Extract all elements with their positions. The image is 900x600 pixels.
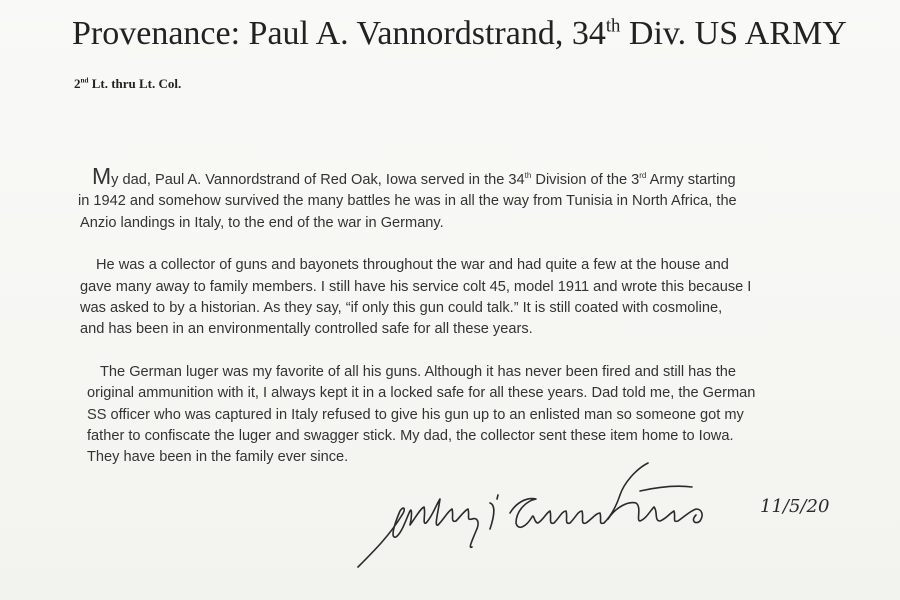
subtitle-number: 2 <box>74 76 81 91</box>
rank-subtitle <box>74 76 181 92</box>
paragraph-3-line-5: They have been in the family ever since. <box>87 449 349 466</box>
handwritten-signature <box>340 455 760 585</box>
subtitle-superscript: nd <box>80 76 89 85</box>
paragraph-3-line-4: father to confiscate the luger and swagger stick. My dad, the collector sent these item home to Iowa. <box>87 428 734 445</box>
title-superscript: th <box>605 15 621 37</box>
title-rest: Div. US ARMY <box>620 15 847 52</box>
paragraph-3-line-2: original ammunition with it, I always kept it in a locked safe for all these years. Dad told me, the German <box>87 385 756 402</box>
line-superscript: th <box>524 171 532 181</box>
line-text: Division of the 3 <box>531 172 640 188</box>
paragraph-3 <box>80 362 840 469</box>
subtitle-rest: Lt. thru Lt. Col. <box>88 76 182 91</box>
paragraph-2-line-4: and has been in an environmentally controlled safe for all these years. <box>80 321 533 338</box>
paragraph-2 <box>80 255 840 341</box>
drop-cap: M <box>92 163 112 189</box>
paragraph-1-line-3: Anzio landings in Italy, to the end of the war in Germany. <box>80 214 444 231</box>
paragraph-3-line-3: SS officer who was captured in Italy refused to give his gun up to an enlisted man so someone got my <box>87 406 744 423</box>
paragraph-1-line-1 <box>80 163 840 191</box>
paragraph-1 <box>78 163 840 234</box>
title-main: Provenance: Paul A. Vannordstrand, 34 <box>72 15 606 52</box>
paragraph-2-line-2: gave many away to family members. I still have his service colt 45, model 1911 and wrote this because I <box>80 278 752 295</box>
paragraph-3-line-1: The German luger was my favorite of all his guns. Although it has never been fired and still has the <box>100 363 736 380</box>
paragraph-1-line-2: in 1942 and somehow survived the many battles he was in all the way from Tunisia in North Africa, the <box>78 193 737 210</box>
handwritten-date <box>756 478 846 528</box>
paragraph-2-line-3: was asked to by a historian. As they say, “if only this gun could talk.” It is still coated with cosmoline, <box>80 300 723 317</box>
page-title <box>72 14 847 55</box>
line-text: Army starting <box>646 172 736 188</box>
signature-date-text: 11/5/20 <box>760 496 830 517</box>
line-text: y dad, Paul A. Vannordstrand of Red Oak, Iowa served in the 34 <box>111 172 525 188</box>
letter-body <box>78 163 840 490</box>
line-superscript: rd <box>639 171 647 181</box>
paragraph-2-line-1: He was a collector of guns and bayonets throughout the war and had quite a few at the house and <box>96 257 729 274</box>
